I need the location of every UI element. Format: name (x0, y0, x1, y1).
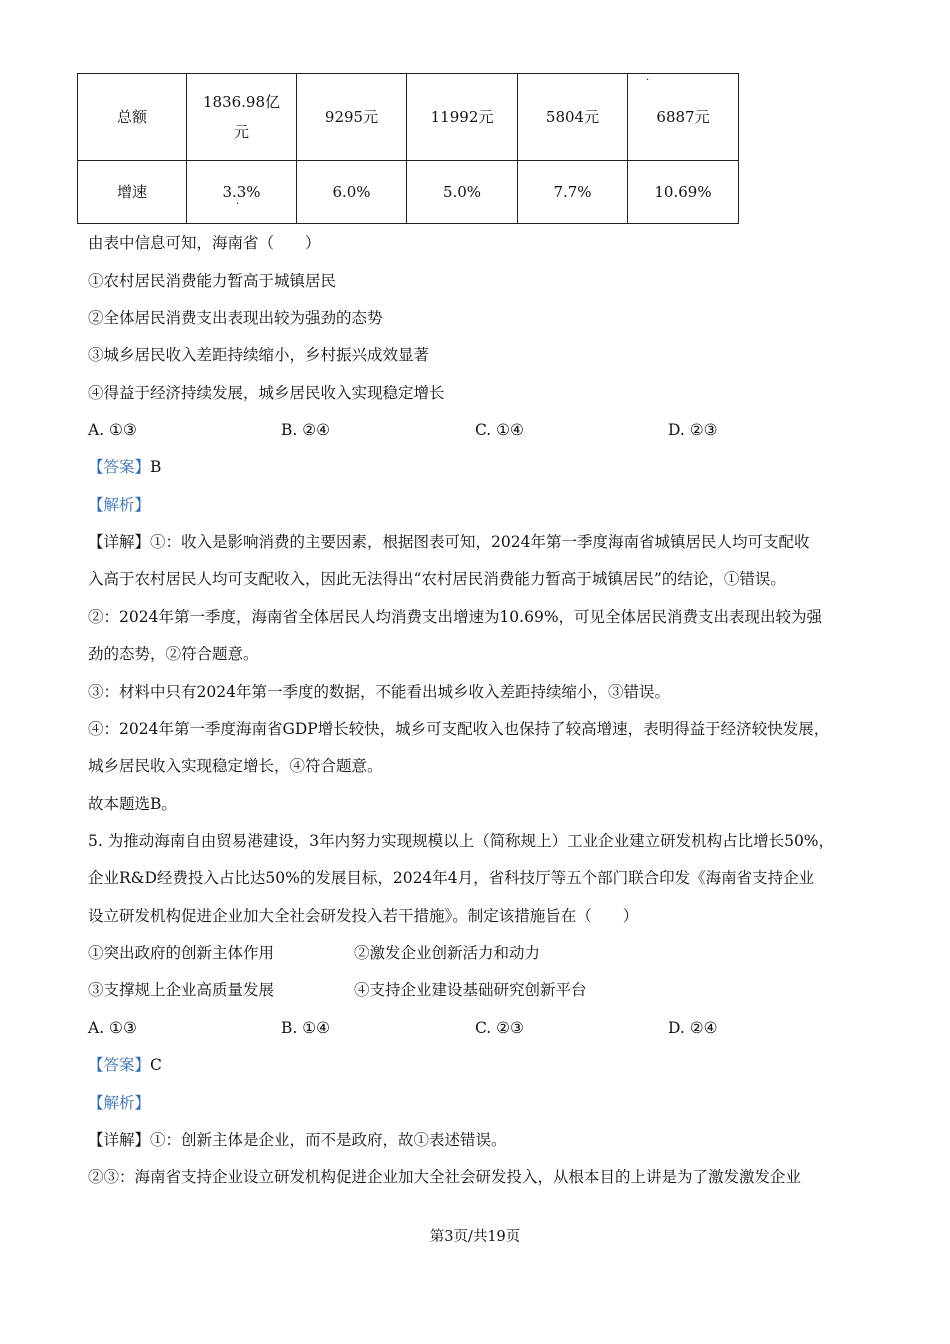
statement: ③城乡居民收入差距持续缩小，乡村振兴成效显著 (88, 346, 430, 364)
statement: ①农村居民消费能力暂高于城镇居民 (88, 272, 337, 290)
detail-line: ③：材料中只有2024年第一季度的数据，不能看出城乡收入差距持续缩小，③错误。 (88, 683, 670, 701)
statement: ②激发企业创新活力和动力 (354, 944, 541, 962)
answer-value: C (150, 1056, 162, 1074)
question-stem: 企业R&D经费投入占比达50%的发展目标，2024年4月，省科技厅等五个部门联合印发《海南省支持企业 (88, 869, 815, 887)
option-c: C. ①④ (475, 421, 524, 439)
option-a: A. ①③ (88, 1019, 137, 1037)
statement: ④支持企业建设基础研究创新平台 (354, 981, 587, 999)
detail-line: 劲的态势，②符合题意。 (88, 645, 259, 663)
detail-line: 城乡居民收入实现稳定增长，④符合题意。 (88, 757, 383, 775)
detail-tag: 【详解】 (88, 533, 151, 551)
page-footer: 第3页/共19页 (429, 1229, 521, 1245)
statement: ④得益于经济持续发展，城乡居民收入实现稳定增长 (88, 384, 445, 402)
table-cell: 10.69% (628, 161, 739, 224)
analysis-tag: 【解析】 (88, 1094, 151, 1112)
row-label: 增速 (78, 161, 187, 224)
table-cell: 1836.98亿元 (187, 74, 297, 161)
table-cell: 6.0% (297, 161, 407, 224)
stray-dot: · (236, 199, 240, 210)
question-stem: 设立研发机构促进企业加大全社会研发投入若干措施》。制定该措施旨在（ ） (88, 907, 639, 925)
option-d: D. ②④ (668, 1019, 718, 1037)
table-cell: 5.0% (407, 161, 518, 224)
table-row-total (78, 74, 739, 161)
table-cell: 9295元 (297, 74, 407, 161)
question-stem: 5. 为推动海南自由贸易港建设，3年内努力实现规模以上（简称规上）工业企业建立研发机构占比增长50%， (88, 832, 835, 850)
answer-line (88, 457, 161, 477)
option-b: B. ②④ (281, 421, 331, 439)
analysis-tag: 【解析】 (88, 496, 151, 514)
table-row-growth (78, 161, 739, 224)
detail-line: ④：2024年第一季度海南省GDP增长较快，城乡可支配收入也保持了较高增速，表明得益于经济较快发展， (88, 720, 830, 738)
table-cell: 11992元 (407, 74, 518, 161)
table-cell: 5804元 (518, 74, 628, 161)
answer-tag: 【答案】 (88, 458, 151, 476)
detail-line: 故本题选B。 (88, 795, 177, 813)
table-cell: 7.7% (518, 161, 628, 224)
option-d: D. ②③ (668, 421, 718, 439)
stray-dot: · (646, 75, 650, 86)
detail-line: 【详解】①：创新主体是企业，而不是政府，故①表述错误。 (88, 1131, 507, 1149)
statement: ②全体居民消费支出表现出较为强劲的态势 (88, 309, 383, 327)
detail-line: 【详解】①：收入是影响消费的主要因素，根据图表可知，2024年第一季度海南省城镇居民人均可支配收 (88, 533, 810, 551)
table-cell: 6887元 (628, 74, 739, 161)
option-c: C. ②③ (475, 1019, 524, 1037)
detail-line: 入高于农村居民人均可支配收入，因此无法得出“农村居民消费能力暂高于城镇居民”的结论，①错误。 (88, 570, 786, 588)
answer-value: B (150, 458, 162, 476)
detail-tag: 【详解】 (88, 1131, 151, 1149)
data-table (77, 73, 739, 224)
answer-tag: 【答案】 (88, 1056, 151, 1074)
option-b: B. ①④ (281, 1019, 331, 1037)
question-stem: 由表中信息可知，海南省（ ） (88, 234, 321, 252)
answer-line (88, 1055, 162, 1075)
statement: ③支撑规上企业高质量发展 (88, 981, 275, 999)
table-cell: 3.3% (187, 161, 297, 224)
detail-line: ②：2024年第一季度，海南省全体居民人均消费支出增速为10.69%，可见全体居民消费支出表现出较为强 (88, 608, 823, 626)
statement: ①突出政府的创新主体作用 (88, 944, 275, 962)
row-label: 总额 (78, 74, 187, 161)
option-a: A. ①③ (88, 421, 137, 439)
detail-line: ②③：海南省支持企业设立研发机构促进企业加大全社会研发投入，从根本目的上讲是为了激发激发企业 (88, 1168, 802, 1186)
